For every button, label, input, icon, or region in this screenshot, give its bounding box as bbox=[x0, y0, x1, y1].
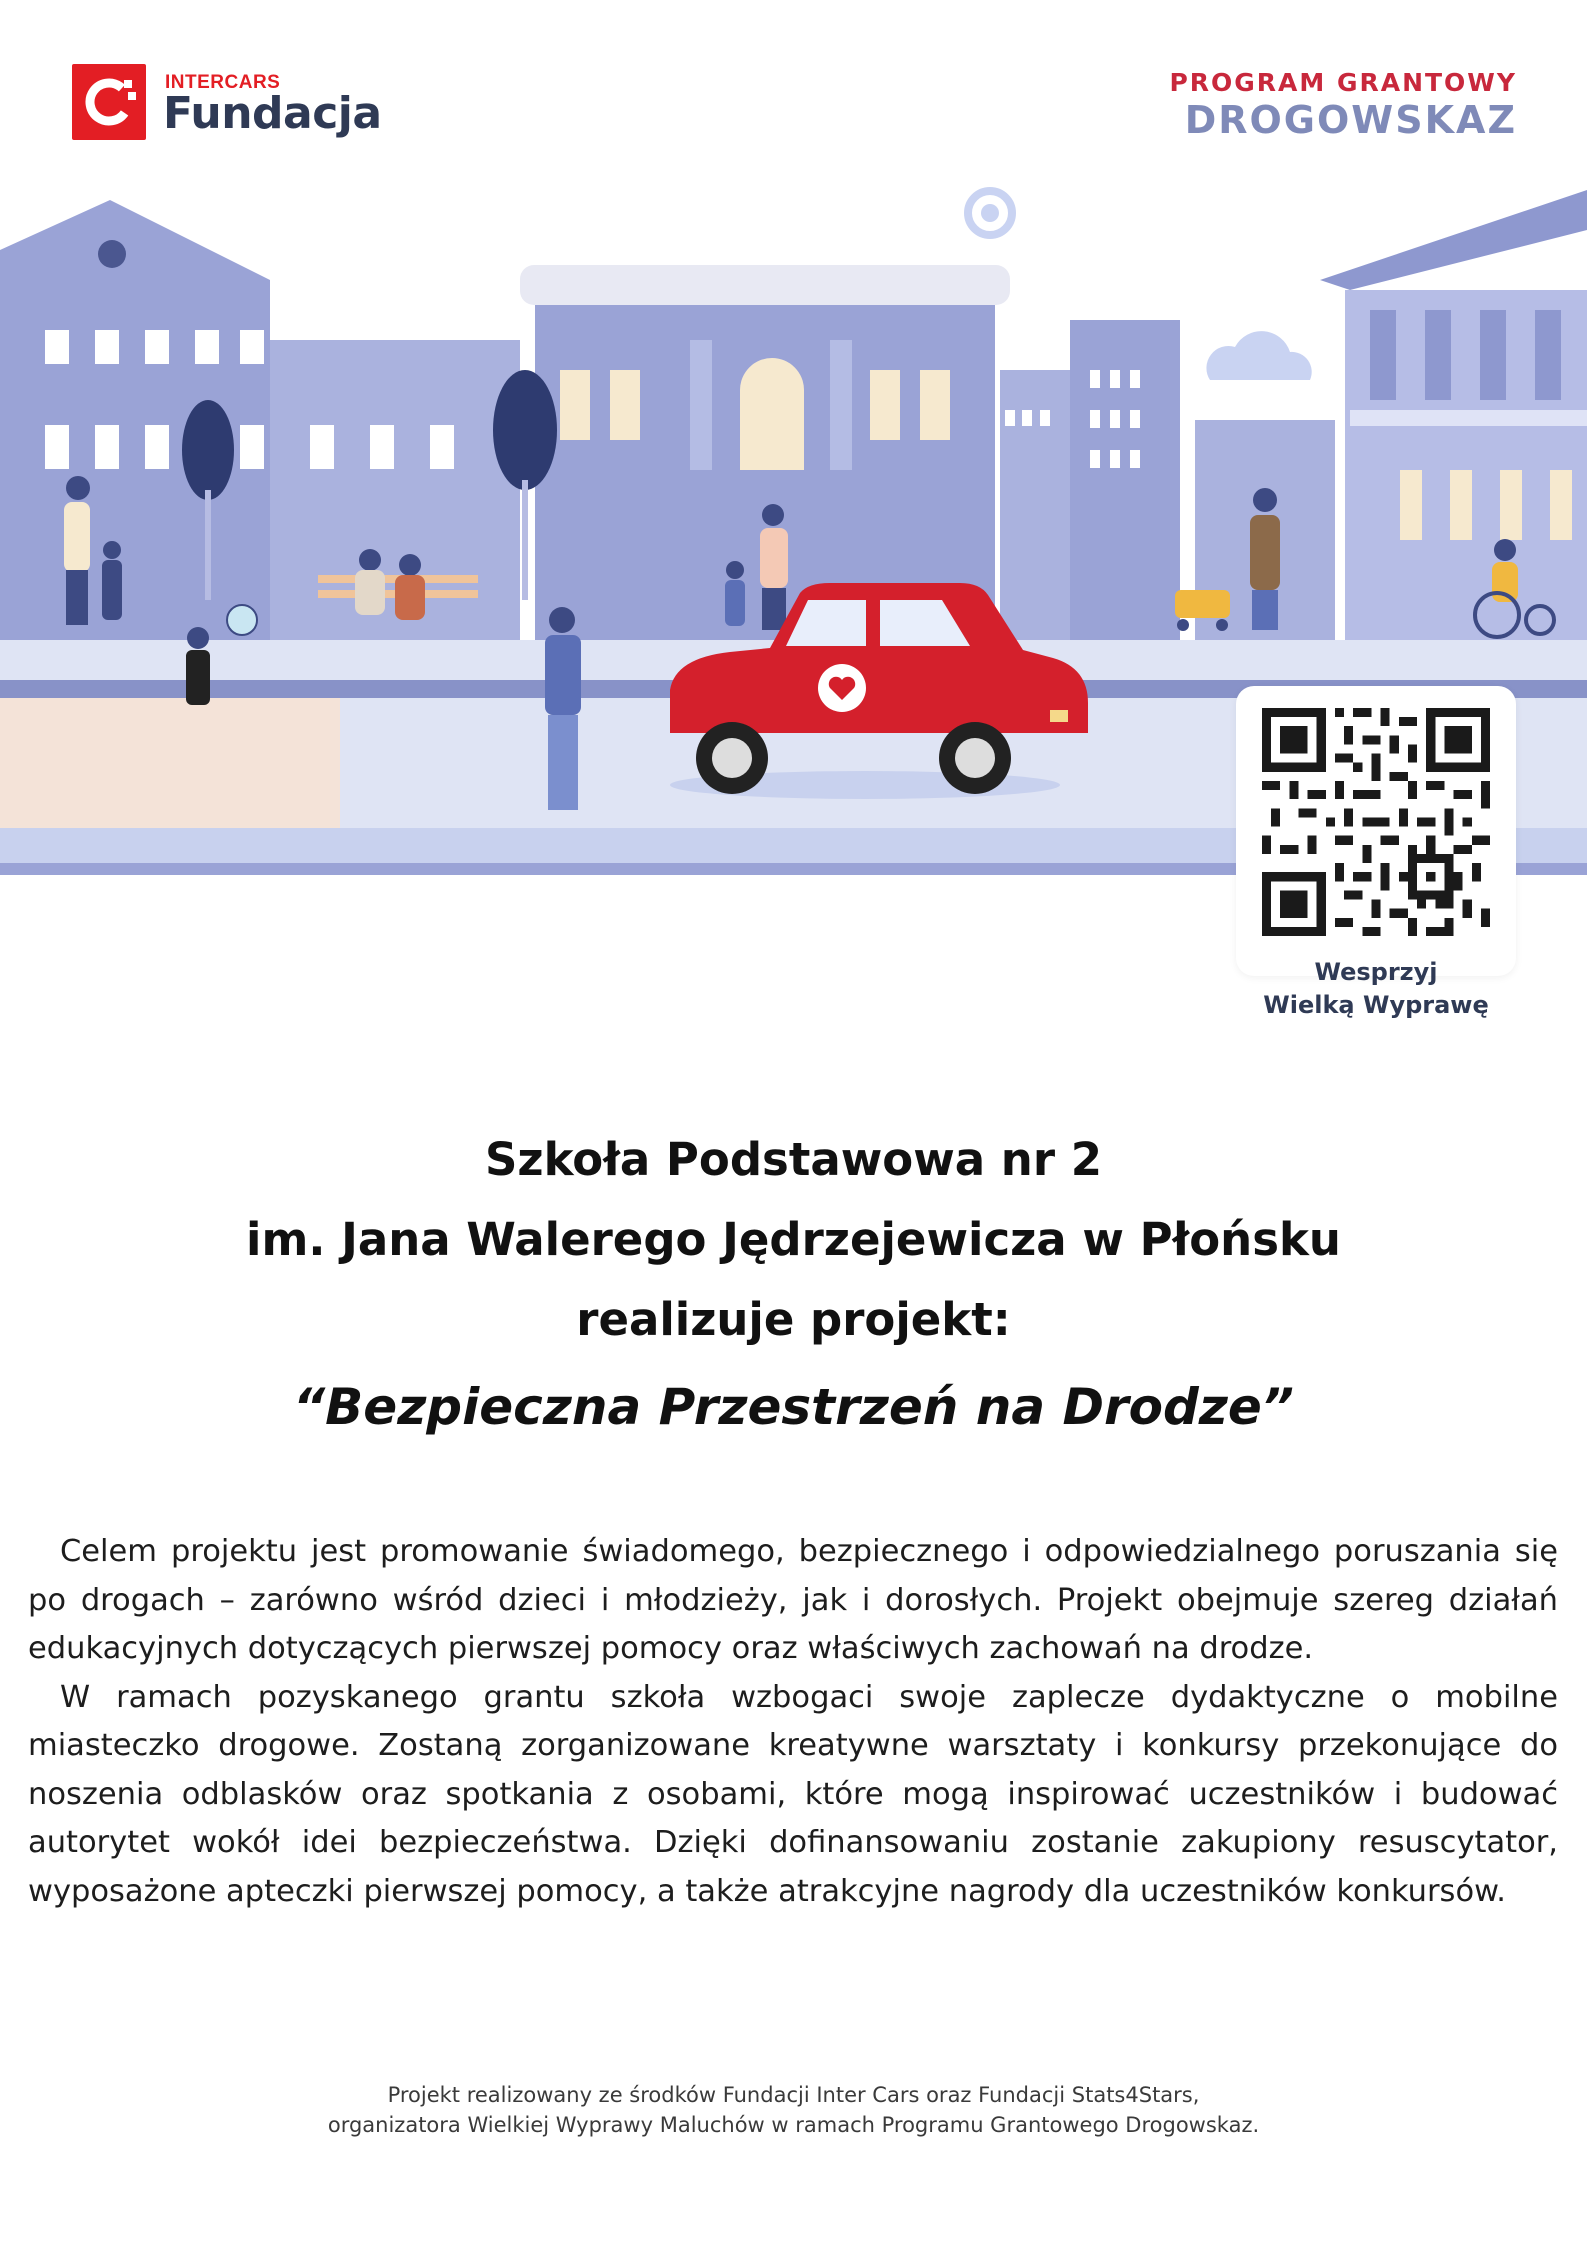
project-description bbox=[28, 1528, 1558, 1916]
qr-caption bbox=[1236, 956, 1516, 1022]
qr-caption-line2: Wielką Wyprawę bbox=[1263, 991, 1489, 1019]
footer-line2: organizatora Wielkiej Wyprawy Maluchów w ramach Programu Grantowego Drogowskaz. bbox=[327, 2113, 1260, 2137]
headline-line1: Szkoła Podstawowa nr 2 bbox=[484, 1133, 1103, 1186]
logo-name: Fundacja bbox=[163, 88, 382, 139]
footer-line1: Projekt realizowany ze środków Fundacji Inter Cars oraz Fundacji Stats4Stars, bbox=[387, 2083, 1200, 2107]
description-paragraph-2: W ramach pozyskanego grantu szkoła wzbogaci swoje zaplecze dydaktyczne o mobilne miasteczko drogowe. Zostaną zorganizowane kreatywne warsztaty i konkursy przekonujące do noszenia odblasków oraz spotkania z osobami, które mogą inspirować uczestników i budować autorytet wokół idei bezpieczeństwa. Dzięki dofinansowaniu zostanie zakupiony resuscytator, wyposażone apteczki pierwszej pomocy, a także atrakcyjne nagrody dla uczestników konkursów. bbox=[28, 1679, 1558, 1909]
project-name: “Bezpieczna Przestrzeń na Drodze” bbox=[292, 1378, 1295, 1436]
description-paragraph-1: Celem projektu jest promowanie świadomego, bezpiecznego i odpowiedzialnego poruszania się po drogach – zarówno wśród dzieci i młodzieży, jak i dorosłych. Projekt obejmuje szereg działań edukacyjnych dotyczących pierwszej pomocy oraz właściwych zachowań na drodze. bbox=[28, 1534, 1558, 1666]
intercars-logo-icon bbox=[72, 64, 146, 140]
program-title: PROGRAM GRANTOWY bbox=[1169, 68, 1517, 97]
qr-caption-line1: Wesprzyj bbox=[1314, 958, 1438, 986]
funding-footer bbox=[0, 2080, 1587, 2140]
headline-line3: realizuje projekt: bbox=[576, 1293, 1011, 1346]
program-name: DROGOWSKAZ bbox=[1184, 98, 1517, 142]
school-headline bbox=[0, 1120, 1587, 1360]
headline-line2: im. Jana Walerego Jędrzejewicza w Płońsku bbox=[246, 1213, 1341, 1266]
qr-code-icon[interactable] bbox=[1262, 708, 1490, 936]
logo-brand: INTERCARS bbox=[165, 72, 281, 93]
